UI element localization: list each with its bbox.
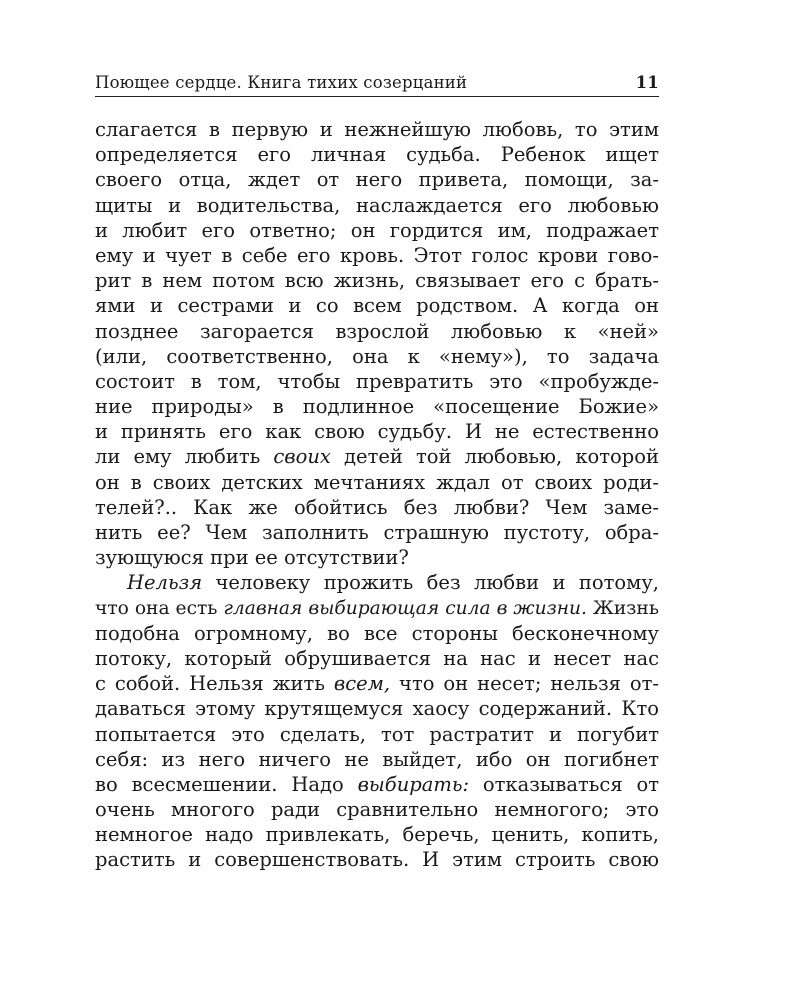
italic-run: Нельзя bbox=[127, 571, 203, 595]
text-line: рит в нем потом всю жизнь, связывает его с брать- bbox=[95, 269, 659, 293]
paragraph-1 bbox=[95, 117, 659, 570]
running-title: Поющее сердце. Книга тихих созерцаний bbox=[95, 73, 468, 92]
text-line: подобна огромному, во все стороны бесконечному bbox=[95, 621, 659, 645]
text-line: даваться этому крутящемуся хаосу содержаний. Кто bbox=[95, 697, 659, 721]
page-number: 11 bbox=[635, 73, 659, 92]
text-run: Жизнь bbox=[586, 597, 659, 619]
text-line: состоит в том, чтобы превратить это «пробужде- bbox=[95, 369, 659, 393]
text-line: растить и совершенствовать. И этим строить свою bbox=[95, 848, 659, 872]
text-line: ями и сестрами и со всем родством. А когда он bbox=[95, 294, 659, 318]
text-run: что она есть bbox=[95, 597, 224, 619]
text-line: (или, соответственно, она к «нему»), то задача bbox=[95, 344, 659, 368]
text-line: себя: из него ничего не выйдет, ибо он погибнет bbox=[95, 747, 659, 771]
book-page bbox=[95, 73, 659, 873]
text-line: и любит его ответно; он гордится им, подражает bbox=[95, 218, 659, 242]
text-line: немногое надо привлекать, беречь, ценить, копить, bbox=[95, 823, 659, 847]
text-line: щиты и водительства, наслаждается его любовью bbox=[95, 193, 659, 217]
page-body bbox=[95, 117, 659, 873]
text-line: очень многого ради сравнительно немногого; это bbox=[95, 798, 659, 822]
italic-run: всем, bbox=[333, 672, 391, 696]
text-line bbox=[95, 671, 659, 696]
text-run: во всесмешении. Надо bbox=[95, 772, 358, 796]
text-line: телей?.. Как же обойтись без любви? Чем заме- bbox=[95, 495, 659, 519]
text-run: отказываться от bbox=[469, 772, 659, 796]
text-line: попытается это сделать, тот растратит и погубит bbox=[95, 722, 659, 746]
text-line: ние природы» в подлинное «посещение Божие» bbox=[95, 395, 659, 419]
text-line: ему и чует в себе его кровь. Этот голос крови гово- bbox=[95, 243, 659, 267]
text-run: детей той любовью, которой bbox=[330, 445, 659, 469]
running-header bbox=[95, 73, 659, 97]
text-line bbox=[95, 596, 659, 621]
text-run: с собой. Нельзя жить bbox=[95, 672, 334, 696]
text-run: что он несет; нельзя от- bbox=[390, 672, 659, 696]
text-line: и принять его как свою судьбу. И не естественно bbox=[95, 420, 659, 444]
text-line: он в своих детских мечтаниях ждал от своих роди- bbox=[95, 470, 659, 494]
italic-run: выбирать: bbox=[357, 772, 470, 796]
text-line bbox=[95, 772, 659, 797]
text-run: человеку прожить без любви и потому, bbox=[202, 571, 659, 595]
text-line: определяется его личная судьба. Ребенок ищет bbox=[95, 143, 659, 167]
text-line: позднее загорается взрослой любовью к «ней» bbox=[95, 319, 659, 343]
text-line: потоку, который обрушивается на нас и несет нас bbox=[95, 646, 659, 670]
text-line: слагается в первую и нежнейшую любовь, то этим bbox=[95, 118, 659, 141]
text-line bbox=[95, 444, 659, 469]
italic-run: своих bbox=[273, 445, 331, 469]
paragraph-2 bbox=[95, 570, 659, 872]
italic-run: главная выбирающая сила в жизни. bbox=[223, 597, 587, 619]
text-run: ли ему любить bbox=[95, 445, 274, 469]
text-line: своего отца, ждет от него привета, помощи, за- bbox=[95, 168, 659, 192]
text-line: зующуюся при ее отсутствии? bbox=[95, 546, 409, 570]
text-line bbox=[95, 570, 659, 595]
text-line: нить ее? Чем заполнить страшную пустоту, обра- bbox=[95, 521, 659, 544]
